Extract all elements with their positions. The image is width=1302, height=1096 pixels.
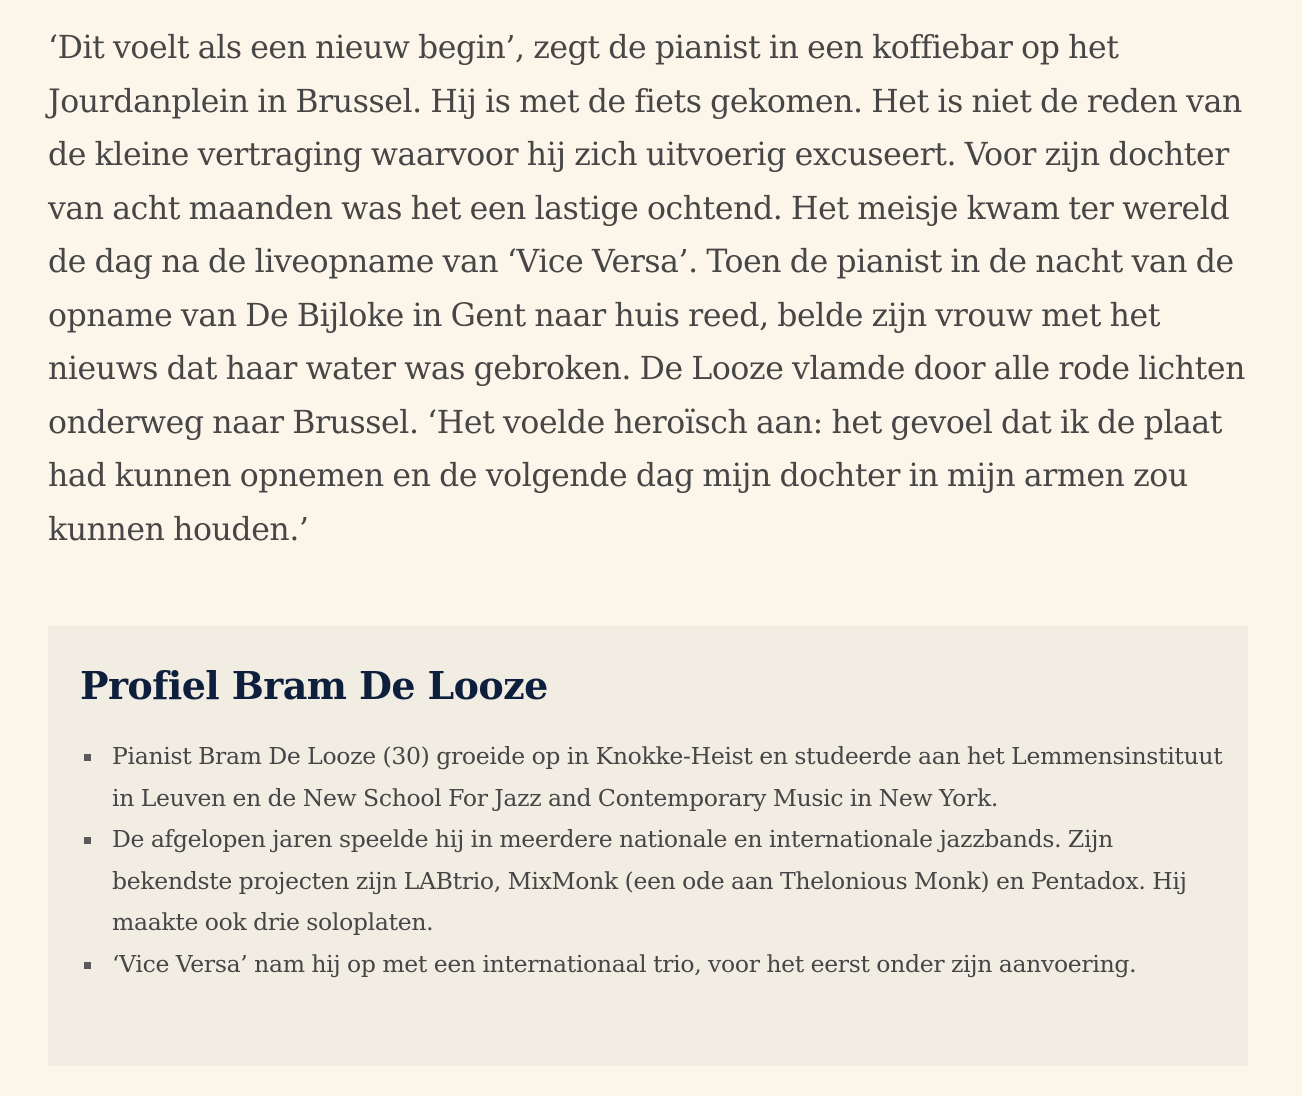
article-paragraph: ‘Dit voelt als een nieuw begin’, zegt de pianist in een koffiebar op het Jourdanplein in Brussel. Hij is met de fiets gekomen. Het is niet de reden van de kleine vertraging waarvoor hij zich uitvoerig excuseert. Voor zijn dochter van acht maanden was het een lastige ochtend. Het meisje kwam ter wereld de dag na de liveopname van ‘Vice Versa’. Toen de pianist in de nacht van de opname van De Bijloke in Gent naar huis reed, belde zijn vrouw met het nieuws dat haar water was gebroken. De Looze vlamde door alle rode lichten onderweg naar Brussel. ‘Het voelde heroïsch aan: het gevoel dat ik de plaat had kunnen opnemen en de volgende dag mijn dochter in mijn armen zou kunnen houden.’ [48,30,1246,548]
profile-box [48,626,1248,1066]
square-bullet-icon [84,754,91,761]
square-bullet-icon [84,962,91,969]
list-item-text: Pianist Bram De Looze (30) groeide op in Knokke-Heist en studeerde aan het Lemmensinstituut in Leuven en de New School For Jazz and Contemporary Music in New York. [112,742,1223,812]
profile-list [80,736,1228,985]
list-item [80,819,1228,944]
list-item-text: De afgelopen jaren speelde hij in meerdere nationale en internationale jazzbands. Zijn bekendste projecten zijn LABtrio, MixMonk (een ode aan Thelonious Monk) en Pentadox. Hij maakte ook drie soloplaten. [112,825,1187,936]
list-item [80,736,1228,819]
square-bullet-icon [84,837,91,844]
list-item [80,944,1228,986]
list-item-text: ‘Vice Versa’ nam hij op met een internationaal trio, voor het eerst onder zijn aanvoering. [112,949,1137,978]
profile-title: Profiel Bram De Looze [80,663,548,708]
